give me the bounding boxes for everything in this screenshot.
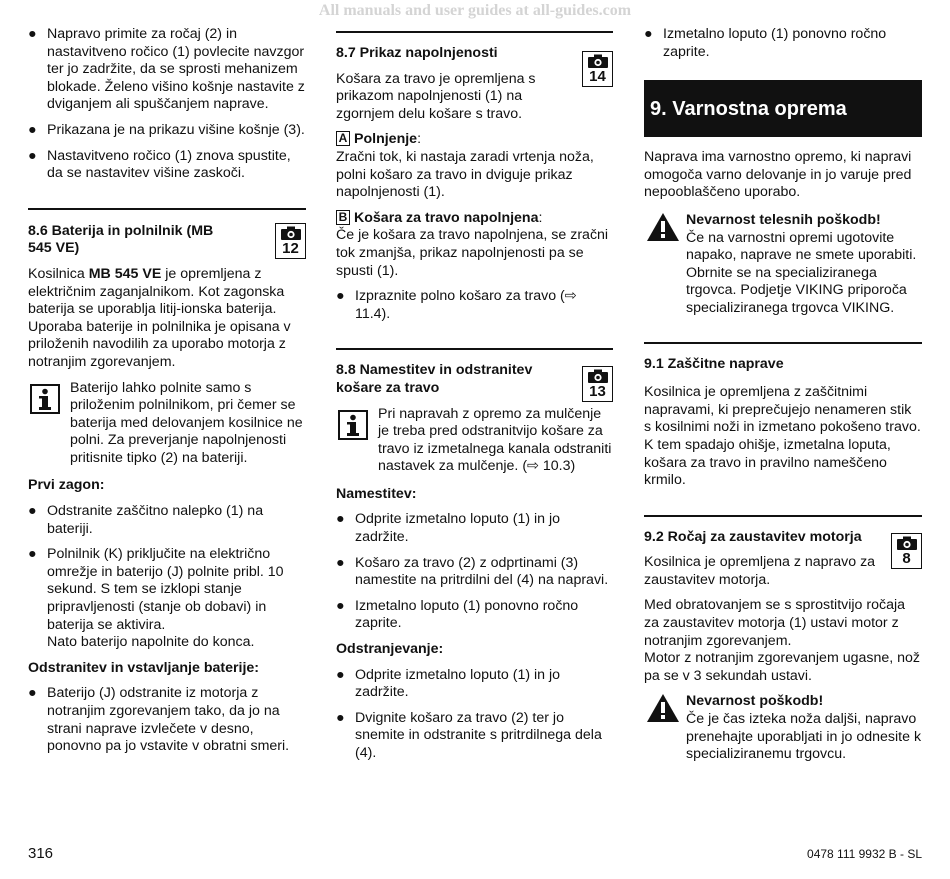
list-item: ● Izmetalno loputo (1) ponovno ročno zaprite. xyxy=(644,26,887,60)
subheading: Prvi zagon: xyxy=(28,477,105,494)
list-item: ● Dvignite košaro za travo (2) ter jo snemite in odstranite s pritrdilnega dela (4). xyxy=(336,709,602,761)
section-header-8-8 xyxy=(336,362,613,401)
list-item: ● Baterijo (J) odstranite iz motorja z notranjim zgorevanjem tako, da jo na strani naprave izvlečete v desno, ponovno pa jo vstavite v obratni smeri. xyxy=(28,685,290,755)
section-intro: Kosilnica MB 545 VE je opremljena z električnim zaganjalnikom. Kot zagonska baterija se uporablja litij-ionska baterija. Uporaba baterije in polnilnika je opisana v priloženih navodilih za uporabo motorja z notranjim zgorevanjem. xyxy=(28,265,291,370)
list-item: ● Nastavitveno ročico (1) znova spustite, da se nastavitev višine zaskoči. xyxy=(28,147,291,182)
document-code: 0478 111 9932 B - SL xyxy=(807,847,922,861)
section-title: 8.6 Baterija in polnilnik (MB 545 VE) xyxy=(28,222,214,257)
list-item: ● Odstranite zaščitno nalepko (1) na bateriji. xyxy=(28,503,264,537)
section-divider xyxy=(644,515,922,517)
subheading: Odstranjevanje: xyxy=(336,641,444,658)
figure-ref: 12 xyxy=(275,223,306,259)
info-icon xyxy=(338,410,368,440)
list-item: ● Napravo primite za ročaj (2) in nastavitveno ročico (1) povlecite navzgor ter jo zadržite, da se sprosti mehanizem blokade. Želeno višino košnje nastavite z dviganjem ali spuščanjem naprave. xyxy=(28,26,305,113)
list-item: ● Izmetalno loputo (1) ponovno ročno zaprite. xyxy=(336,597,579,632)
subheading: Odstranitev in vstavljanje baterije: xyxy=(28,659,260,676)
camera-icon xyxy=(587,54,609,69)
state-a-heading: A Polnjenje: xyxy=(336,131,613,149)
warning-text: Če je čas izteka noža daljši, napravo prenehajte uporabljati in jo odnesite k specializiranemu trgovcu. xyxy=(686,711,922,763)
camera-icon xyxy=(896,536,918,551)
warning-text: Če na varnostni opremi ugotovite napako, naprave ne smete uporabiti. Obrnite se na specializiranega trgovca. Podjetje VIKING priporoča specializiranega trgovca VIKING. xyxy=(686,229,917,316)
paragraph: Kosilnica je opremljena z napravo za zaustavitev motorja. xyxy=(644,554,876,588)
column-right xyxy=(644,26,922,774)
page-number: 316 xyxy=(28,845,54,862)
section-divider xyxy=(336,348,613,350)
figure-ref: 14 xyxy=(582,51,613,87)
figure-ref: 8 xyxy=(891,533,922,569)
section-header-9-1 xyxy=(644,356,922,374)
list-item: ● Prikazana je na prikazu višine košnje (3). xyxy=(28,121,305,138)
paragraph: Motor z notranjim zgorevanjem ugasne, nož pa se v 3 sekundah ustavi. xyxy=(644,650,921,684)
chapter-intro: Naprava ima varnostno opremo, ki napravi omogoča varno delovanje in jo varuje pred nepooblaščeno uporabo. xyxy=(644,149,912,201)
section-divider xyxy=(28,208,306,210)
paragraph: Nato baterijo napolnite do konca. xyxy=(47,634,255,651)
info-icon xyxy=(30,384,60,414)
section-header-8-6 xyxy=(28,223,306,258)
list-item: ● Polnilnik (K) priključite na električno omrežje in baterijo (J) polnite pribl. 10 sekund. S tem se izklopi stanje pripravljenosti (stanje ob dobavi) in baterija se aktivira. xyxy=(28,546,284,633)
paragraph: Med obratovanjem se s sprostitvijo ročaja za zaustavitev motorja (1) ustavi motor z notranjim zgorevanjem. xyxy=(644,597,906,649)
paragraph: K tem spadajo ohišje, izmetalna loputa, košara za travo in pravilno nameščeno krmilo. xyxy=(644,436,891,489)
section-title: 8.8 Namestitev in odstranitev košare za travo xyxy=(336,362,533,396)
list-item: ● Izpraznite polno košaro za travo (⇨ 11.4). xyxy=(336,288,577,322)
section-divider xyxy=(336,31,613,33)
subheading: Namestitev: xyxy=(336,485,417,502)
info-note: Baterijo lahko polnite samo s priloženim polnilnikom, pri čemer se baterija med delovanjem kosilnice ne polni. Za preverjanje napolnjenosti pritisnite tipko (2) na bateriji. xyxy=(28,380,306,468)
figure-ref: 13 xyxy=(582,366,613,402)
list-item: ● Odprite izmetalno loputo (1) in jo zadržite. xyxy=(336,511,561,546)
warning-triangle-icon xyxy=(646,212,680,242)
state-b-heading: B Košara za travo napolnjena: xyxy=(336,210,613,228)
section-title: 8.7 Prikaz napolnjenosti xyxy=(336,45,498,61)
section-divider xyxy=(644,342,922,344)
list-item: ● Košaro za travo (2) z odprtinami (3) namestite na pritrdilni del (4) na napravi. xyxy=(336,554,609,589)
warning-note xyxy=(644,212,922,318)
column-middle xyxy=(336,31,613,771)
section-title: 9.2 Ročaj za zaustavitev motorja xyxy=(644,528,862,545)
warning-note xyxy=(644,693,922,763)
column-left xyxy=(28,26,306,764)
warning-title: Nevarnost poškodb! xyxy=(686,693,824,710)
warning-title: Nevarnost telesnih poškodb! xyxy=(686,211,881,228)
section-header-9-2 xyxy=(644,528,922,567)
chapter-title: 9. Varnostna oprema xyxy=(644,80,922,137)
info-note: Pri napravah z opremo za mulčenje je treba pred odstranitvijo košare za travo iz izmetalnega kanala odstraniti nastavek za mulčenje. (⇨ 10.3) xyxy=(336,406,613,476)
watermark: All manuals and user guides at all-guides.com xyxy=(318,2,632,19)
camera-icon xyxy=(587,369,609,384)
paragraph: Če je košara za travo napolnjena, se zračni tok zmanjša, prikaz napolnjenosti pa se spusti (1). xyxy=(336,227,609,279)
section-title: 9.1 Zaščitne naprave xyxy=(644,355,784,372)
paragraph: Kosilnica je opremljena z zaščitnimi napravami, ki preprečujejo nenameren stik s kosilnimi noži in izmetano pokošeno travo. xyxy=(644,384,921,436)
paragraph: Zračni tok, ki nastaja zaradi vrtenja noža, polni košaro za travo in dviguje prikaz napolnjenosti (1). xyxy=(336,148,594,201)
section-intro: Košara za travo je opremljena s prikazom napolnjenosti (1) na zgornjem delu košare s travo. xyxy=(336,70,536,122)
section-header-8-7 xyxy=(336,45,613,85)
list-item: ● Odprite izmetalno loputo (1) in jo zadržite. xyxy=(336,666,561,701)
warning-triangle-icon xyxy=(646,693,680,723)
camera-icon xyxy=(280,226,302,241)
